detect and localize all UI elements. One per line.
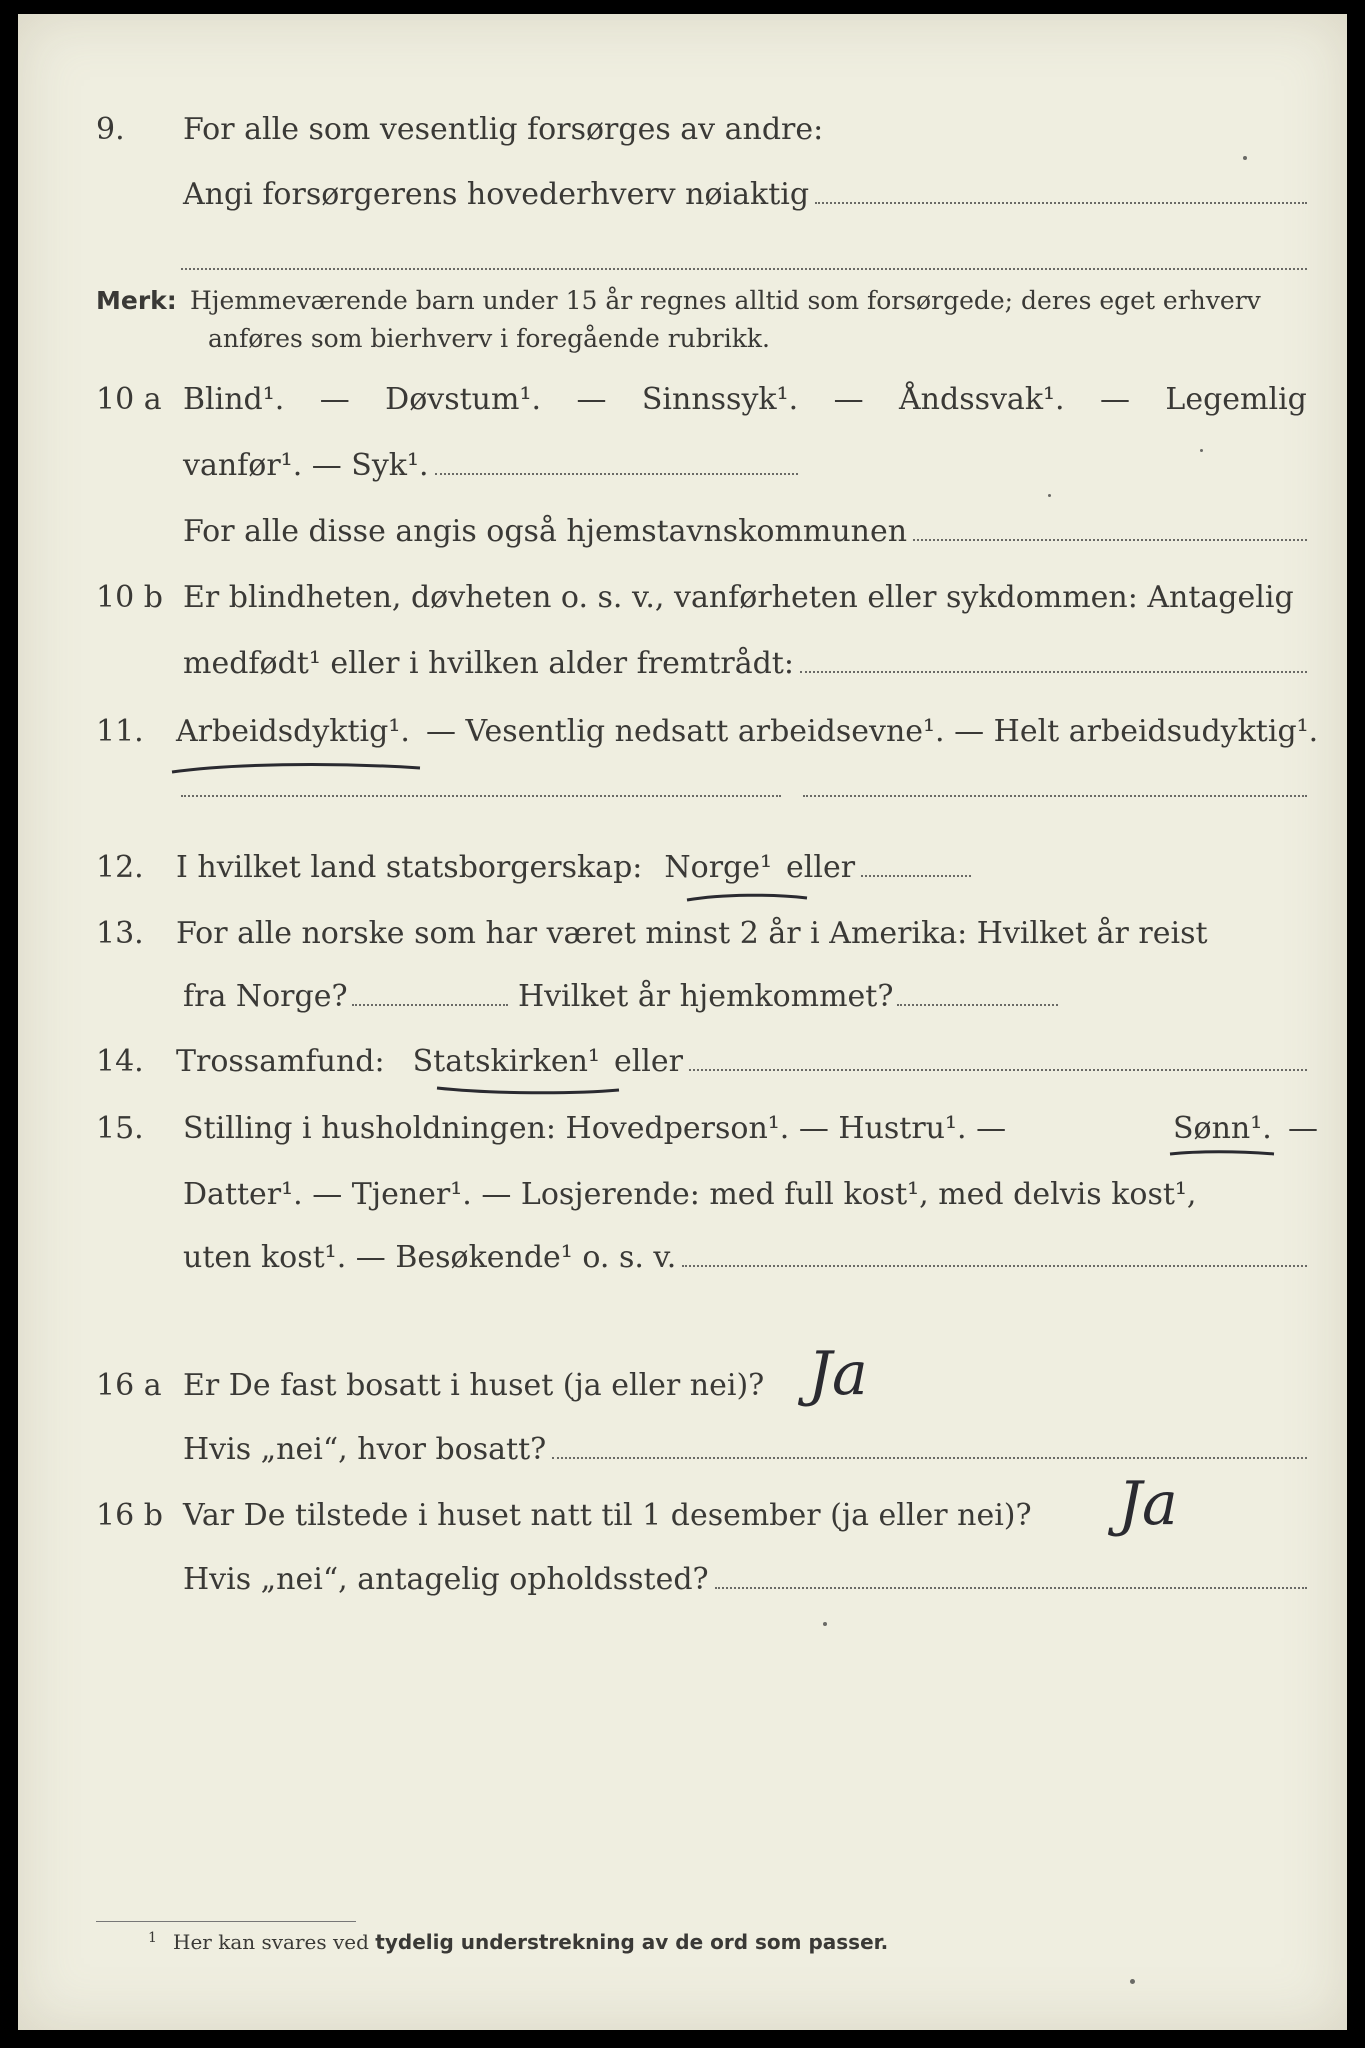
question-text: vanfør¹. — Syk¹. (183, 448, 429, 483)
option-statskirken: Statskirken¹ (412, 1044, 600, 1079)
answer-line (861, 875, 971, 877)
answer-line (815, 202, 1307, 204)
handwritten-underline (683, 886, 813, 910)
question-options (183, 382, 1307, 417)
option-andssvak: Åndssvak¹. (899, 382, 1065, 417)
question-10a (18, 382, 1347, 432)
question-text: — Vesentlig nedsatt arbeidsevne¹. — Helt arbeidsudyktig¹. (426, 714, 1319, 749)
question-15 (18, 1111, 1347, 1161)
question-10b-line-2 (18, 646, 1347, 696)
question-number: 9. (96, 112, 125, 147)
question-text: I hvilket land statsborgerskap: (176, 850, 643, 885)
paper-speck (1048, 494, 1051, 497)
question-number: 16 b (96, 1498, 163, 1533)
question-number: 10 b (96, 580, 163, 615)
question-16a (18, 1368, 1347, 1418)
option-norge: Norge¹ (664, 850, 773, 885)
dash: — (319, 382, 350, 417)
question-number: 14. (96, 1044, 144, 1079)
question-text: uten kost¹. — Besøkende¹ o. s. v. (183, 1240, 677, 1275)
handwritten-underline (433, 1078, 628, 1102)
option-legemlig: Legemlig (1165, 382, 1307, 417)
answer-line (352, 1004, 508, 1006)
handwritten-underline (168, 752, 428, 782)
note-label: Merk: (96, 286, 177, 315)
answer-line (897, 1004, 1058, 1006)
handwritten-answer: Ja (808, 1339, 868, 1409)
answer-line (689, 1069, 1307, 1071)
question-text: Angi forsørgerens hovederhverv nøiaktig (183, 177, 810, 212)
question-text: For alle norske som har været minst 2 år i Amerika: Hvilket år reist (176, 916, 1208, 951)
question-13 (18, 916, 1347, 966)
question-text: medfødt¹ eller i hvilken alder fremtrådt: (183, 646, 794, 681)
question-text: Hvilket år hjemkommet? (518, 979, 894, 1014)
blank-answer-line (181, 795, 781, 797)
question-9-line-2 (18, 177, 1347, 227)
footnote-rule (96, 1921, 356, 1922)
question-text: Er blindheten, døvheten o. s. v., vanførheten eller sykdommen: Antagelig (183, 580, 1294, 615)
question-14 (18, 1044, 1347, 1094)
question-text: Trossamfund: (176, 1044, 385, 1079)
option-arbeidsdyktig: Arbeidsdyktig¹. (176, 714, 410, 749)
answer-line (435, 473, 798, 475)
paper-speck (1200, 449, 1203, 452)
dash: — (1099, 382, 1130, 417)
question-10a-line-3 (18, 514, 1347, 564)
census-form-page (18, 14, 1347, 2030)
answer-line (682, 1265, 1307, 1267)
note-text: Hjemmeværende barn under 15 år regnes alltid som forsørgede; deres eget erhverv (190, 286, 1261, 315)
footnote-mark: 1 (148, 1930, 157, 1946)
question-text: Var De tilstede i huset natt til 1 desember (ja eller nei)? (183, 1498, 1032, 1533)
question-15-line-3 (18, 1240, 1347, 1290)
question-number: 10 a (96, 382, 162, 417)
option-sonn: Sønn¹. (1173, 1111, 1272, 1146)
footnote (18, 1930, 1347, 1980)
question-16b-line-2 (18, 1562, 1347, 1612)
question-number: 11. (96, 714, 144, 749)
question-number: 16 a (96, 1368, 162, 1403)
question-9 (18, 112, 1347, 162)
answer-line (715, 1587, 1307, 1589)
option-sinnssyk: Sinnssyk¹. (641, 382, 799, 417)
answer-line (800, 671, 1307, 673)
question-13-line-2 (18, 979, 1347, 1029)
note-text: anføres som bierhverv i foregående rubrikk. (208, 324, 770, 353)
option-blind: Blind¹. (183, 382, 285, 417)
question-number: 13. (96, 916, 144, 951)
question-text-suffix: eller (786, 850, 856, 885)
question-text-suffix: eller (613, 1044, 683, 1079)
answer-line (552, 1457, 1307, 1459)
handwritten-underline (1168, 1144, 1278, 1164)
footnote-text-part: Her kan svares ved (173, 1930, 369, 1954)
paper-speck (1130, 1979, 1135, 1984)
question-text: Hvis „nei“, hvor bosatt? (183, 1432, 547, 1467)
dash: — (833, 382, 864, 417)
handwritten-answer: Ja (1118, 1469, 1178, 1539)
question-number: 12. (96, 850, 144, 885)
answer-line (913, 539, 1307, 541)
question-10b (18, 580, 1347, 630)
question-text: For alle som vesentlig forsørges av andre: (183, 112, 824, 147)
question-number: 15. (96, 1111, 144, 1146)
question-text: Datter¹. — Tjener¹. — Losjerende: med full kost¹, med delvis kost¹, (183, 1177, 1197, 1212)
question-text: Er De fast bosatt i huset (ja eller nei)? (183, 1368, 765, 1403)
footnote-text (173, 1930, 888, 1954)
question-text: fra Norge? (183, 979, 348, 1014)
question-text: Hvis „nei“, antagelig opholdssted? (183, 1562, 709, 1597)
blank-answer-line (181, 268, 1307, 270)
note-line-2 (18, 324, 1347, 374)
question-10a-line-2 (18, 448, 1347, 498)
dash: — (576, 382, 607, 417)
footnote-emphasis: tydelig understrekning av de ord som passer. (375, 1930, 889, 1954)
question-text: Stilling i husholdningen: Hovedperson¹. — Hustru¹. — (183, 1111, 1007, 1146)
option-dovstum: Døvstum¹. (385, 382, 542, 417)
paper-speck (1243, 156, 1247, 160)
paper-speck (823, 1622, 827, 1626)
question-15-line-2 (18, 1177, 1347, 1227)
question-text: For alle disse angis også hjemstavnskommunen (183, 514, 908, 549)
dash: — (1288, 1111, 1318, 1146)
blank-answer-line (803, 795, 1307, 797)
